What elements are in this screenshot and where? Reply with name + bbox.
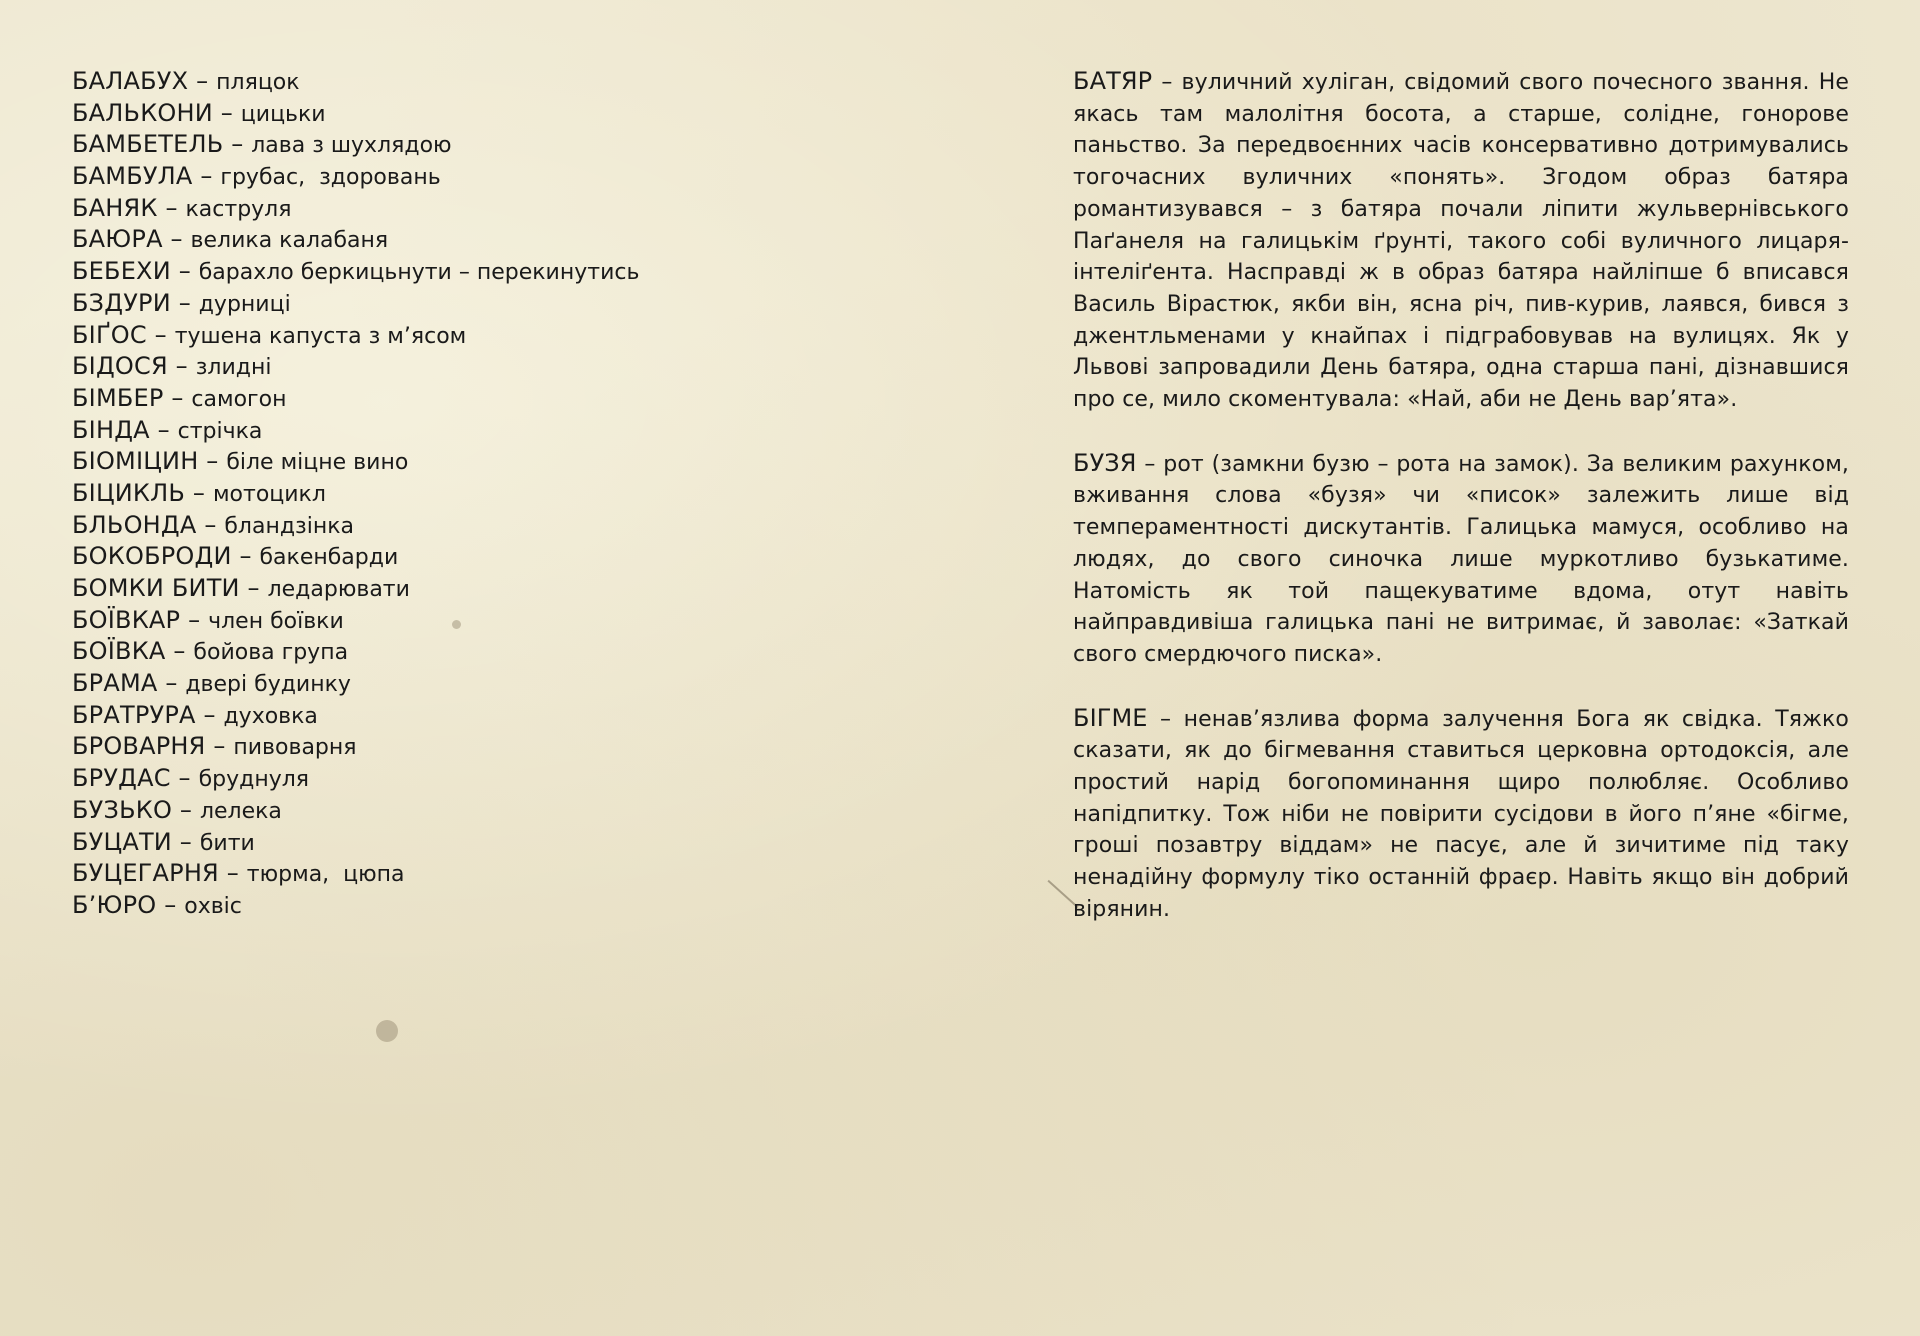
glossary-dash: –: [149, 415, 178, 444]
glossary-entry: [72, 510, 872, 542]
glossary-definition: член боївки: [208, 608, 344, 634]
glossary-term: БУЦЕГАРНЯ: [72, 859, 219, 888]
glossary-dash: –: [163, 383, 192, 412]
glossary-term: БІЦИКЛЬ: [72, 478, 186, 507]
glossary-dash: –: [171, 827, 200, 856]
glossary-term: БАЛЬКОНИ: [72, 98, 213, 127]
glossary-dash: –: [195, 700, 224, 729]
article-headword: БУЗЯ: [1073, 448, 1137, 477]
glossary-definition: бити: [199, 830, 255, 856]
glossary-dash: –: [170, 764, 199, 793]
article-paragraph: [1073, 66, 1849, 416]
glossary-dash: –: [185, 478, 213, 507]
glossary-entry: [72, 66, 872, 98]
glossary-definition: пляцок: [216, 70, 300, 95]
glossary-dash: –: [196, 510, 225, 539]
glossary-definition: дурниці: [198, 291, 291, 317]
glossary-entry: [72, 636, 872, 668]
glossary-term: БРУДАС: [72, 764, 171, 793]
glossary-entry: [72, 795, 872, 827]
glossary-entry: [72, 478, 872, 510]
glossary-entry: [72, 351, 872, 383]
glossary-dash: –: [231, 542, 260, 571]
glossary-dash: –: [157, 669, 186, 698]
glossary-term: БУЗЬКО: [72, 795, 173, 824]
glossary-term: БОЇВКА: [72, 637, 166, 666]
glossary-entry: [72, 224, 872, 256]
glossary-dash: –: [212, 98, 241, 127]
glossary-term: БУЦАТИ: [72, 827, 172, 856]
article-body: – рот (замкни бузю – рота на замок). За великим рахунком, вживання слова «бузя» чи «писок» залежить лише від темпераментності дискутантів. Галицька мамуся, особливо на людях, до свого синочка лише муркотливо бузькатиме. Натомість як той пащекуватиме вдома, отут навіть найправдивіша галицька пані не витримає, й заволає: «Заткай свого смердючого писка».: [1073, 451, 1849, 667]
glossary-definition: лелека: [199, 798, 282, 824]
glossary-dash: –: [165, 637, 194, 666]
glossary-dash: –: [170, 257, 199, 286]
glossary-definition: злидні: [195, 355, 272, 381]
glossary-definition: цицьки: [240, 101, 326, 127]
glossary-term: БАМБЕТЕЛЬ: [72, 130, 224, 159]
glossary-entry: [72, 415, 872, 447]
glossary-definition: бойова група: [193, 640, 349, 666]
glossary-definition: тюрма, цюпа: [246, 862, 405, 888]
glossary-entry: [72, 256, 872, 288]
glossary-term: БАЮРА: [72, 225, 163, 254]
glossary-term: БРАТРУРА: [72, 700, 196, 729]
glossary-definition: ледарювати: [267, 577, 410, 602]
glossary-entry: [72, 605, 872, 637]
glossary-entry: [72, 890, 872, 922]
glossary-term: БОМКИ БИТИ: [72, 574, 240, 602]
glossary-term: БІҐОС: [72, 320, 147, 349]
glossary-term: БОКОБРОДИ: [72, 542, 232, 571]
glossary-dash: –: [192, 162, 221, 191]
paper-speck: [376, 1020, 398, 1042]
glossary-dash: –: [239, 574, 268, 602]
article-headword: БАТЯР: [1073, 67, 1153, 95]
article-body: – ненав’язлива форма залучення Бога як свідка. Тяжко сказати, як до бігмевання ставиться церковна ортодоксія, але простий нарід богопоминання щиро полюбляє. Особливо напідпитку. Тож ніби не повірити сусідови в його п’яне «бігме, гроші позавтру віддам» не пасує, але й зичитиме під таку ненадійну формулу тіко останній фраєр. Навіть якщо він добрий вірянин.: [1073, 706, 1849, 922]
glossary-definition: каструля: [185, 196, 292, 222]
glossary-term: БОЇВКАР: [72, 605, 181, 634]
glossary-dash: –: [156, 890, 185, 919]
glossary-dash: –: [188, 67, 217, 95]
glossary-definition: духовка: [223, 703, 318, 729]
glossary-entry: [72, 668, 872, 700]
glossary-definition: самогон: [191, 386, 287, 412]
glossary-entry: [72, 763, 872, 795]
glossary-entry: [72, 446, 872, 478]
glossary-entry: [72, 129, 872, 161]
glossary-dash: –: [146, 320, 175, 349]
glossary-term: БРАМА: [72, 669, 158, 698]
glossary-term: БІОМІЦИН: [72, 447, 199, 476]
glossary-dash: –: [172, 795, 200, 824]
glossary-term: Б’ЮРО: [72, 890, 157, 919]
glossary-definition: мотоцикл: [212, 481, 326, 507]
glossary-term: БАЛАБУХ: [72, 67, 189, 95]
glossary-entry: [72, 700, 872, 732]
article-body: – вуличний хуліган, свідомий свого почесного звання. Не якась там малолітня босота, а старше, солідне, гонорове паньство. За передвоєнних часів консервативно дотримувались тогочасних вуличних «понять». Згодом образ батяра романтизувався – з батяра почали ліпити жульвернівського Паґанеля на галицькім ґрунті, такого собі вуличного лицаря-інтеліґента. Насправді ж в образ батяра найліпше б вписався Василь Вірастюк, якби він, ясна річ, пив-курив, лаявся, бився з джентльменами у кнайпах і підграбовував на вулицях. Як у Львові запровадили День батяра, одна старша пані, дізнавшися про се, мило скоментувала: «Най, аби не День вар’ята».: [1073, 70, 1849, 413]
left-page-glossary: [72, 66, 872, 922]
glossary-definition: біле міцне вино: [226, 450, 409, 476]
article-paragraph: [1073, 448, 1849, 671]
glossary-term: БІДОСЯ: [72, 352, 168, 381]
glossary-definition: барахло беркицьнути – перекинутись: [198, 260, 640, 286]
glossary-dash: –: [205, 732, 234, 761]
glossary-term: БРОВАРНЯ: [72, 732, 206, 761]
glossary-entry: [72, 731, 872, 763]
glossary-entry: [72, 383, 872, 415]
glossary-dash: –: [162, 225, 191, 254]
glossary-term: БАМБУЛА: [72, 162, 193, 191]
glossary-entry: [72, 827, 872, 859]
glossary-entry: [72, 573, 872, 605]
glossary-definition: пивоварня: [233, 735, 357, 761]
glossary-dash: –: [170, 288, 199, 317]
glossary-entry: [72, 161, 872, 193]
glossary-definition: лава з шухлядою: [251, 133, 452, 159]
article-paragraph: [1073, 703, 1849, 926]
glossary-term: БЗДУРИ: [72, 288, 171, 317]
glossary-definition: бландзінка: [224, 513, 355, 539]
glossary-entry: [72, 288, 872, 320]
glossary-term: БІМБЕР: [72, 383, 164, 412]
glossary-dash: –: [180, 605, 209, 634]
glossary-term: БЛЬОНДА: [72, 510, 197, 539]
glossary-definition: грубас, здоровань: [220, 165, 441, 191]
glossary-dash: –: [223, 130, 252, 159]
glossary-term: БІНДА: [72, 415, 150, 444]
glossary-definition: велика калабаня: [190, 228, 389, 254]
glossary-definition: стрічка: [177, 418, 263, 444]
glossary-entry: [72, 98, 872, 130]
glossary-definition: двері будинку: [185, 672, 351, 698]
glossary-dash: –: [167, 352, 196, 381]
glossary-term: БАНЯК: [72, 193, 158, 222]
glossary-definition: тушена капуста з м’ясом: [174, 323, 467, 349]
glossary-dash: –: [198, 447, 227, 476]
glossary-entry: [72, 541, 872, 573]
glossary-dash: –: [157, 193, 186, 222]
glossary-definition: бруднуля: [198, 767, 310, 793]
glossary-entry: [72, 320, 872, 352]
article-headword: БІГМЕ: [1073, 703, 1148, 732]
glossary-entry: [72, 193, 872, 225]
right-page-articles: [1073, 66, 1849, 958]
glossary-term: БЕБЕХИ: [72, 257, 171, 286]
glossary-entry: [72, 858, 872, 890]
glossary-dash: –: [218, 859, 247, 888]
glossary-definition: охвіс: [184, 893, 242, 919]
glossary-definition: бакенбарди: [259, 545, 399, 571]
